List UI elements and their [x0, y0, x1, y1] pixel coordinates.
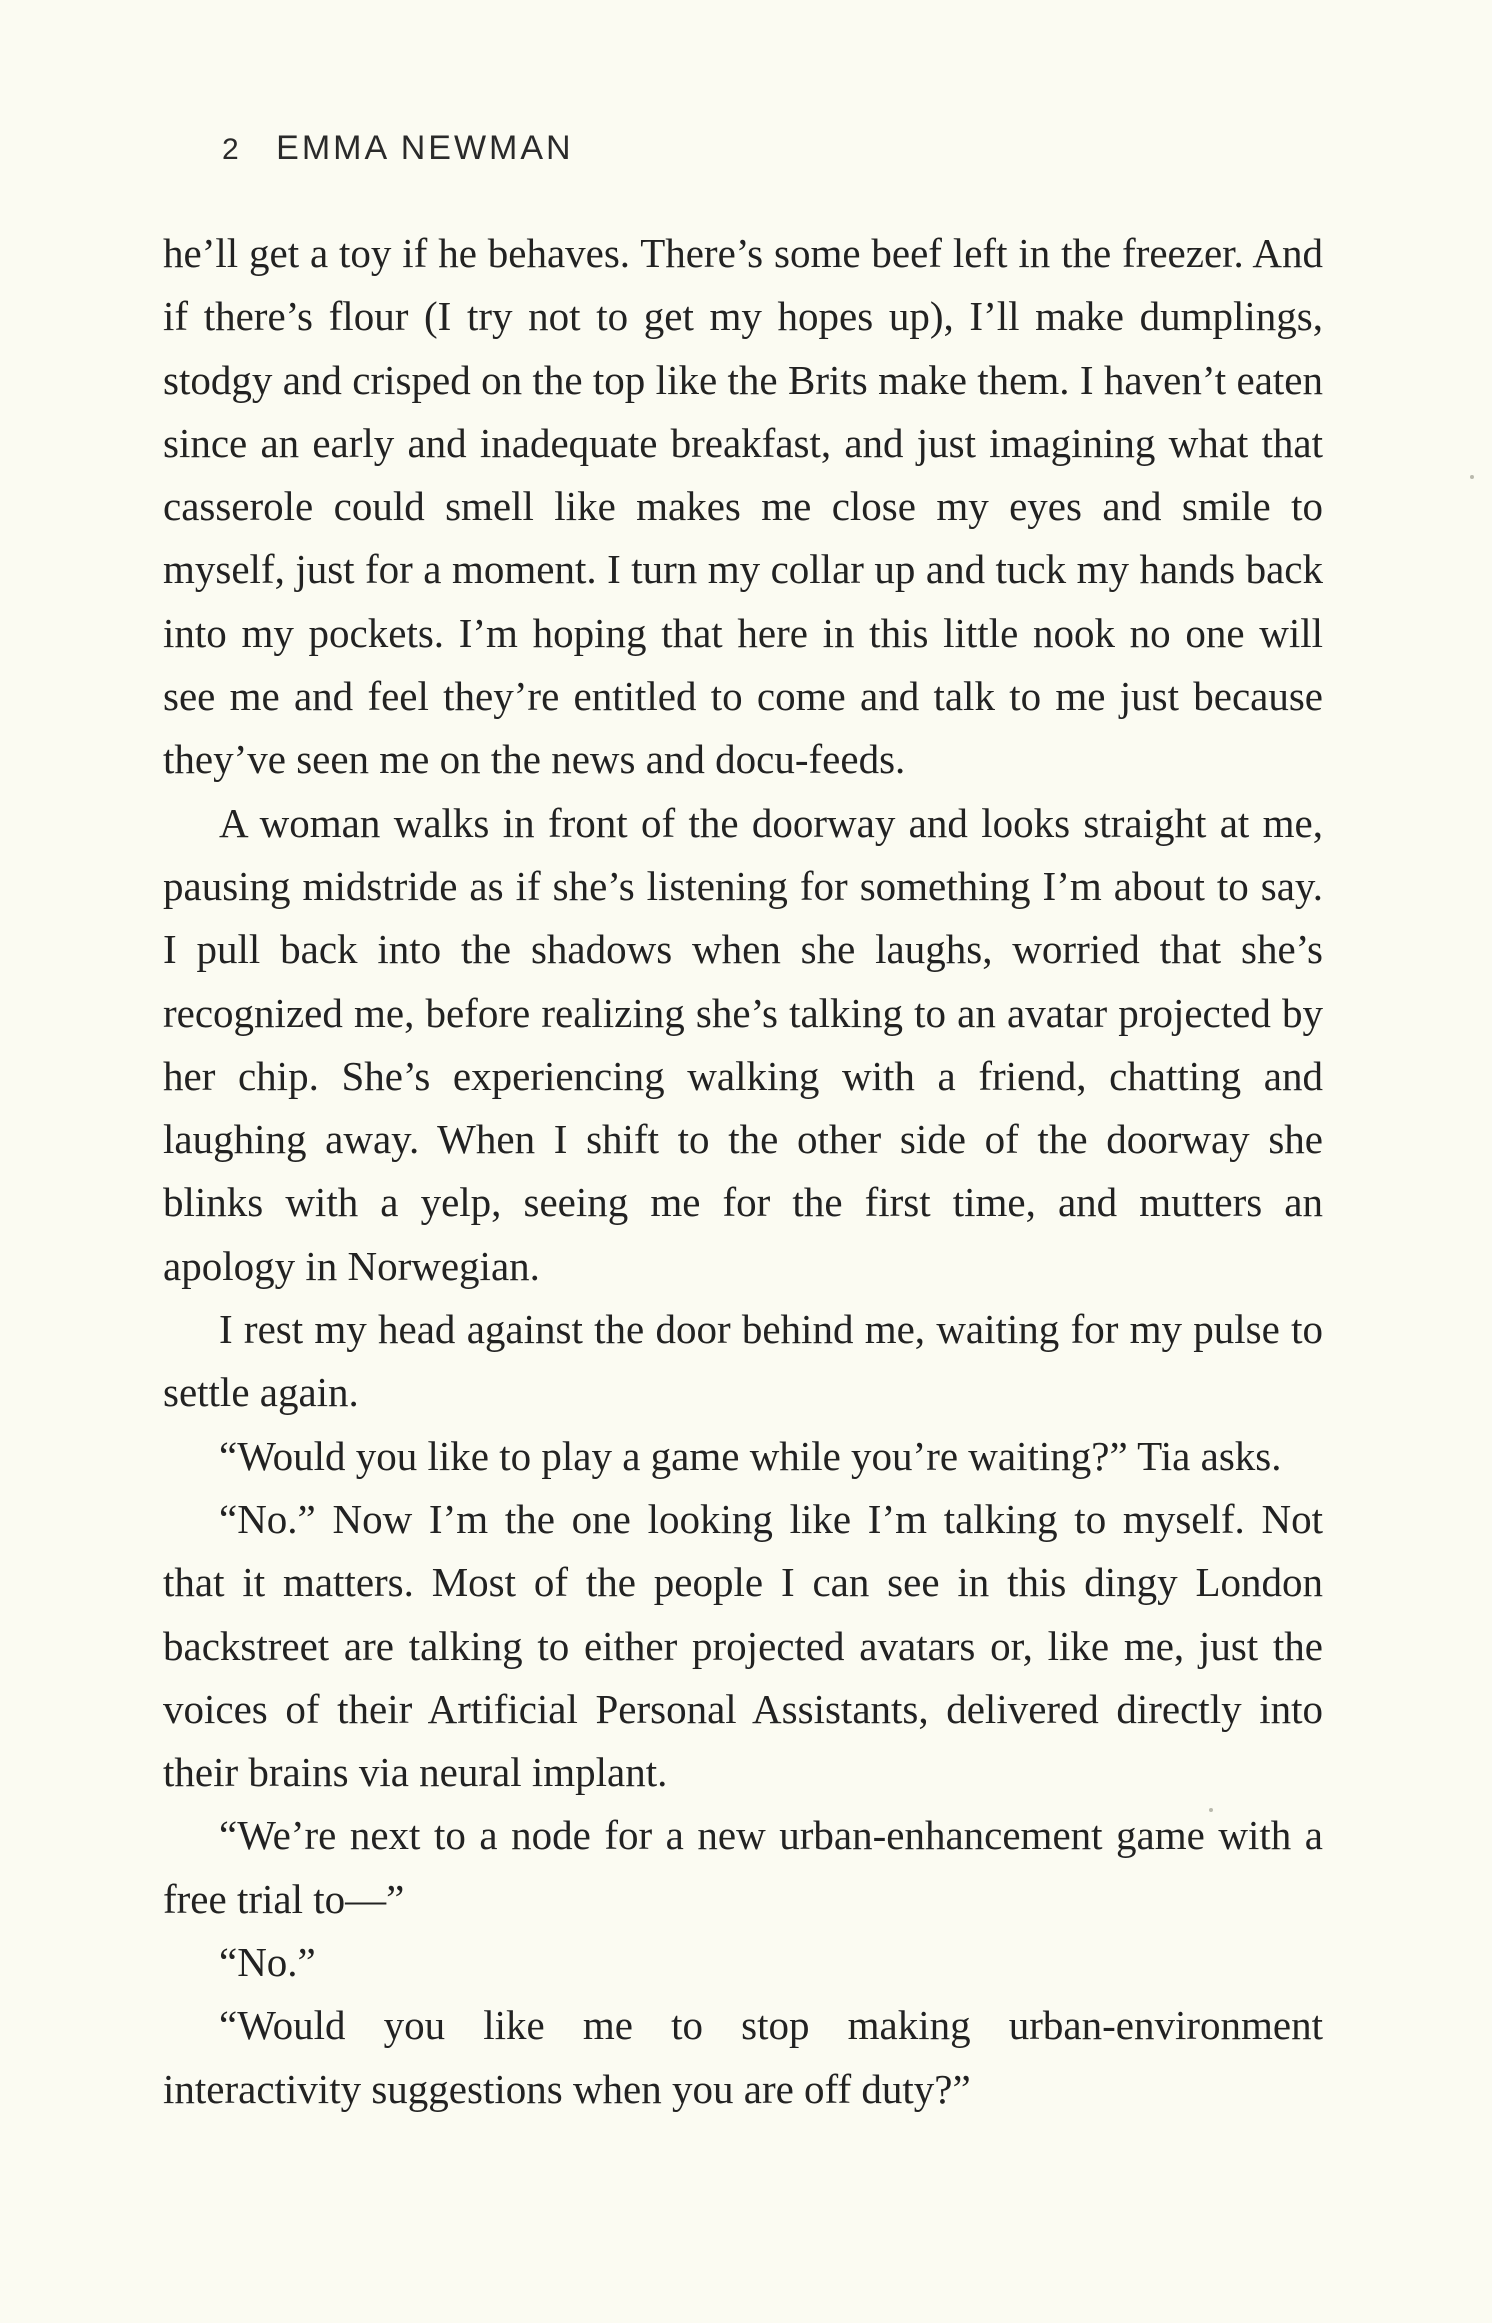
paragraph-1: he’ll get a toy if he behaves. There’s some beef left in the freezer. And if there’s flour (I try not to get my hopes up), I’ll make dumplings, stodgy and crisped on the top like the Brits make them. I haven’t eaten since an early and inadequate breakfast, and just imagining what that casserole could smell like makes me close my eyes and smile to myself, just for a moment. I turn my collar up and tuck my hands back into my pockets. I’m hoping that here in this little nook no one will see me and feel they’re entitled to come and talk to me just because they’ve seen me on the news and docu-feeds.: [163, 230, 1323, 783]
page-number: 2: [222, 133, 242, 166]
running-head: [222, 118, 574, 178]
paragraph-4: “Would you like to play a game while you’re waiting?” Tia asks.: [219, 1432, 1282, 1479]
paragraph-6: “We’re next to a node for a new urban-enhancement game with a free trial to—”: [163, 1812, 1323, 1922]
body-text: [163, 222, 1323, 2121]
paragraph-7: “No.”: [219, 1939, 316, 1986]
paragraph-5: “No.” Now I’m the one looking like I’m talking to myself. Not that it matters. Most of the people I can see in this dingy London backstreet are talking to either projected avatars or, like me, just the voices of their Artificial Personal Assistants, delivered directly into their brains via neural implant.: [163, 1495, 1323, 1796]
paragraph-3: I rest my head against the door behind me, waiting for my pulse to settle again.: [163, 1306, 1323, 1416]
paragraph-8: “Would you like me to stop making urban-environment interactivity suggestions when you are off duty?”: [163, 2002, 1323, 2112]
paper-speck: [1470, 475, 1474, 479]
paragraph-2: A woman walks in front of the doorway and looks straight at me, pausing midstride as if she’s listening for something I’m about to say. I pull back into the shadows when she laughs, worried that she’s recognized me, before realizing she’s talking to an avatar projected by her chip. She’s experiencing walking with a friend, chatting and laughing away. When I shift to the other side of the doorway she blinks with a yelp, seeing me for the first time, and mutters an apology in Norwegian.: [163, 799, 1323, 1289]
author-name: EMMA NEWMAN: [276, 129, 574, 167]
paper-speck: [1209, 1808, 1213, 1812]
